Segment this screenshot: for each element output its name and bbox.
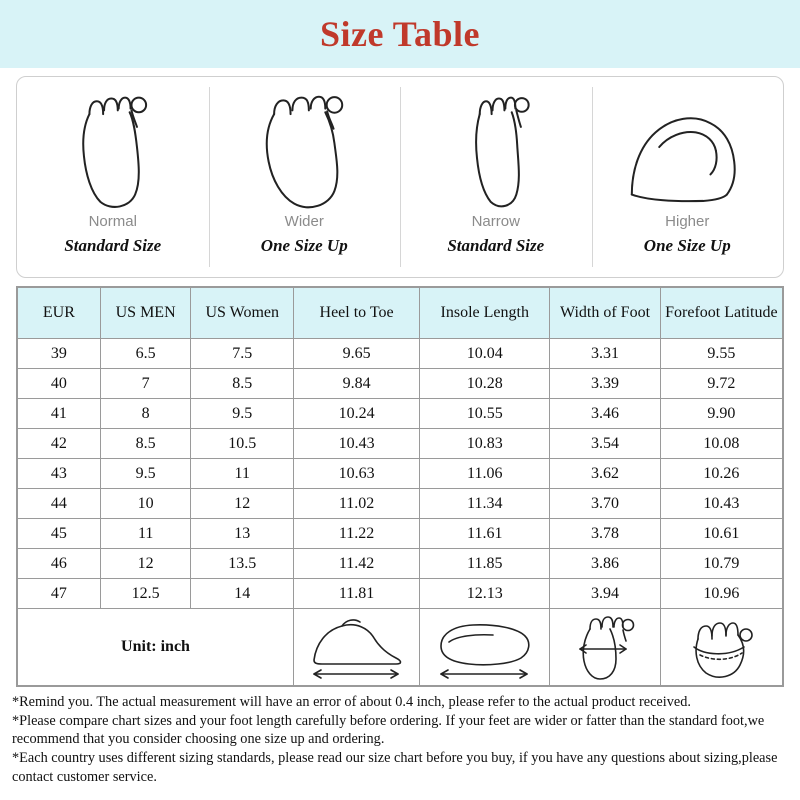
cell-eur: 47 (18, 579, 101, 609)
cell-eur: 42 (18, 429, 101, 459)
cell-width-of-foot: 3.62 (550, 459, 660, 489)
cell-heel-to-toe: 11.22 (294, 519, 420, 549)
table-footer-row (18, 609, 783, 686)
cell-us-men: 11 (100, 519, 191, 549)
foot-type-label: Narrow (471, 213, 520, 230)
cell-insole-length: 11.06 (420, 459, 550, 489)
column-header-us-men: US MEN (100, 288, 191, 339)
cell-us-women: 14 (191, 579, 294, 609)
foot-type-label: Higher (665, 213, 710, 230)
foot-wider-icon (254, 83, 355, 211)
table-row (18, 549, 783, 579)
table-row (18, 459, 783, 489)
cell-forefoot-latitude: 10.61 (660, 519, 782, 549)
cell-heel-to-toe: 9.84 (294, 369, 420, 399)
cell-heel-to-toe: 11.81 (294, 579, 420, 609)
foot-normal-icon (62, 83, 163, 211)
page-title: Size Table (319, 14, 481, 54)
cell-us-men: 10 (100, 489, 191, 519)
table-row (18, 429, 783, 459)
cell-heel-to-toe: 9.65 (294, 339, 420, 369)
table-row (18, 339, 783, 369)
cell-us-men: 9.5 (100, 459, 191, 489)
unit-label: Unit: inch (18, 609, 294, 686)
foot-type-higher (592, 77, 784, 277)
cell-width-of-foot: 3.78 (550, 519, 660, 549)
notes-section (12, 693, 790, 786)
insole-length-diagram-cell (420, 609, 550, 686)
foot-type-recommendation: Standard Size (447, 236, 545, 255)
foot-type-normal (17, 77, 209, 277)
foot-type-recommendation: One Size Up (260, 236, 348, 255)
cell-us-women: 11 (191, 459, 294, 489)
forefoot-latitude-diagram (678, 609, 764, 685)
cell-forefoot-latitude: 10.43 (660, 489, 782, 519)
foot-narrow-icon (445, 83, 546, 211)
heel-to-toe-diagram-cell (294, 609, 420, 686)
cell-width-of-foot: 3.54 (550, 429, 660, 459)
cell-eur: 44 (18, 489, 101, 519)
column-header-insole-length: Insole Length (420, 288, 550, 339)
table-row (18, 579, 783, 609)
table-header-row (18, 288, 783, 339)
cell-us-women: 9.5 (191, 399, 294, 429)
foot-type-panel (16, 76, 784, 278)
cell-width-of-foot: 3.39 (550, 369, 660, 399)
cell-insole-length: 12.13 (420, 579, 550, 609)
cell-forefoot-latitude: 10.26 (660, 459, 782, 489)
cell-forefoot-latitude: 10.96 (660, 579, 782, 609)
cell-us-men: 12.5 (100, 579, 191, 609)
cell-eur: 40 (18, 369, 101, 399)
cell-us-men: 7 (100, 369, 191, 399)
table-row (18, 489, 783, 519)
cell-insole-length: 10.28 (420, 369, 550, 399)
foot-type-recommendation: One Size Up (643, 236, 731, 255)
cell-forefoot-latitude: 9.90 (660, 399, 782, 429)
cell-eur: 45 (18, 519, 101, 549)
size-chart-table-wrapper (16, 286, 784, 687)
page-header (0, 0, 800, 68)
cell-us-men: 12 (100, 549, 191, 579)
foot-type-label: Wider (284, 213, 324, 230)
cell-width-of-foot: 3.46 (550, 399, 660, 429)
cell-us-women: 10.5 (191, 429, 294, 459)
note-accuracy: *Remind you. The actual measurement will have an error of about 0.4 inch, please refer to the actual product received. (12, 694, 691, 710)
cell-us-men: 8.5 (100, 429, 191, 459)
cell-us-men: 6.5 (100, 339, 191, 369)
foot-type-recommendation: Standard Size (64, 236, 162, 255)
cell-width-of-foot: 3.94 (550, 579, 660, 609)
cell-insole-length: 11.61 (420, 519, 550, 549)
cell-us-women: 13.5 (191, 549, 294, 579)
cell-width-of-foot: 3.31 (550, 339, 660, 369)
cell-heel-to-toe: 10.43 (294, 429, 420, 459)
cell-insole-length: 11.85 (420, 549, 550, 579)
cell-forefoot-latitude: 10.08 (660, 429, 782, 459)
cell-heel-to-toe: 10.63 (294, 459, 420, 489)
cell-eur: 41 (18, 399, 101, 429)
cell-us-women: 8.5 (191, 369, 294, 399)
cell-insole-length: 10.83 (420, 429, 550, 459)
cell-eur: 43 (18, 459, 101, 489)
cell-us-women: 7.5 (191, 339, 294, 369)
cell-eur: 46 (18, 549, 101, 579)
size-chart-table (17, 287, 783, 686)
cell-width-of-foot: 3.70 (550, 489, 660, 519)
cell-forefoot-latitude: 9.72 (660, 369, 782, 399)
table-row (18, 519, 783, 549)
cell-forefoot-latitude: 9.55 (660, 339, 782, 369)
cell-insole-length: 10.04 (420, 339, 550, 369)
cell-us-women: 12 (191, 489, 294, 519)
heel-to-toe-diagram (302, 610, 412, 684)
cell-us-men: 8 (100, 399, 191, 429)
column-header-forefoot-latitude: Forefoot Latitude (660, 288, 782, 339)
cell-eur: 39 (18, 339, 101, 369)
cell-heel-to-toe: 10.24 (294, 399, 420, 429)
foot-type-label: Normal (88, 213, 137, 230)
cell-forefoot-latitude: 10.79 (660, 549, 782, 579)
cell-insole-length: 11.34 (420, 489, 550, 519)
width-of-foot-diagram-cell (550, 609, 660, 686)
insole-length-diagram (427, 610, 542, 684)
cell-insole-length: 10.55 (420, 399, 550, 429)
foot-type-wider (209, 77, 401, 277)
foot-type-narrow (400, 77, 592, 277)
column-header-us-women: US Women (191, 288, 294, 339)
cell-heel-to-toe: 11.02 (294, 489, 420, 519)
cell-us-women: 13 (191, 519, 294, 549)
forefoot-latitude-diagram-cell (660, 609, 782, 686)
column-header-heel-to-toe: Heel to Toe (294, 288, 420, 339)
foot-higher-icon (619, 83, 756, 211)
width-of-foot-diagram (566, 609, 644, 685)
note-compare-sizes: *Please compare chart sizes and your foot length carefully before ordering. If your feet are wider or fatter than the standard foot,we recommend that you consider choosing one size up and ordering. (12, 713, 765, 748)
column-header-width-of-foot: Width of Foot (550, 288, 660, 339)
table-row (18, 369, 783, 399)
cell-heel-to-toe: 11.42 (294, 549, 420, 579)
note-country-standards: *Each country uses different sizing standards, please read our size chart before you buy, if you have any questions about sizing,please contact customer service. (12, 750, 778, 785)
cell-width-of-foot: 3.86 (550, 549, 660, 579)
column-header-eur: EUR (18, 288, 101, 339)
table-row (18, 399, 783, 429)
